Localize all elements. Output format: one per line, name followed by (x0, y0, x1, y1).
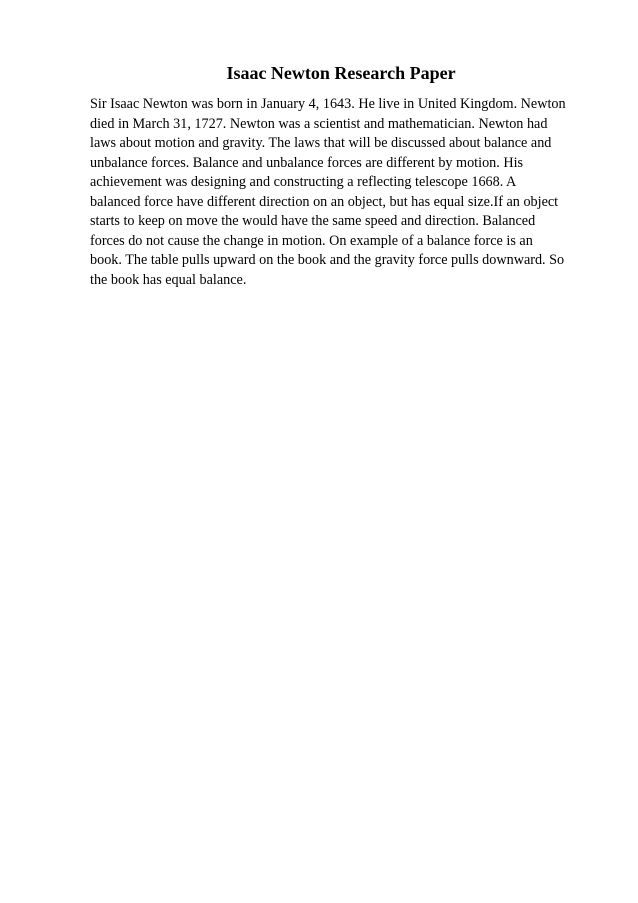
paragraph-line: Sir Isaac Newton was born in January 4, 1643. He live in United Kingdom. Newton (90, 96, 566, 112)
paragraph-line: unbalance forces. Balance and unbalance forces are different by motion. His (90, 154, 524, 171)
paragraph-line: book. The table pulls upward on the book and the gravity force pulls downward. So (90, 252, 565, 268)
body-paragraph (90, 95, 566, 290)
paragraph-line: the book has equal balance. (90, 271, 247, 288)
paragraph-line: forces do not cause the change in motion. On example of a balance force is an (90, 232, 533, 249)
paragraph-line: laws about motion and gravity. The laws that will be discussed about balance and (90, 135, 552, 151)
paragraph-line: died in March 31, 1727. Newton was a scientist and mathematician. Newton had (90, 115, 548, 132)
paragraph-line: achievement was designing and constructing a reflecting telescope 1668. A (90, 174, 517, 190)
page-title: Isaac Newton Research Paper (226, 63, 456, 83)
paragraph-line: starts to keep on move the would have the same speed and direction. Balanced (90, 213, 536, 229)
paragraph-line: balanced force have different direction on an object, but has equal size.If an object (90, 193, 559, 210)
